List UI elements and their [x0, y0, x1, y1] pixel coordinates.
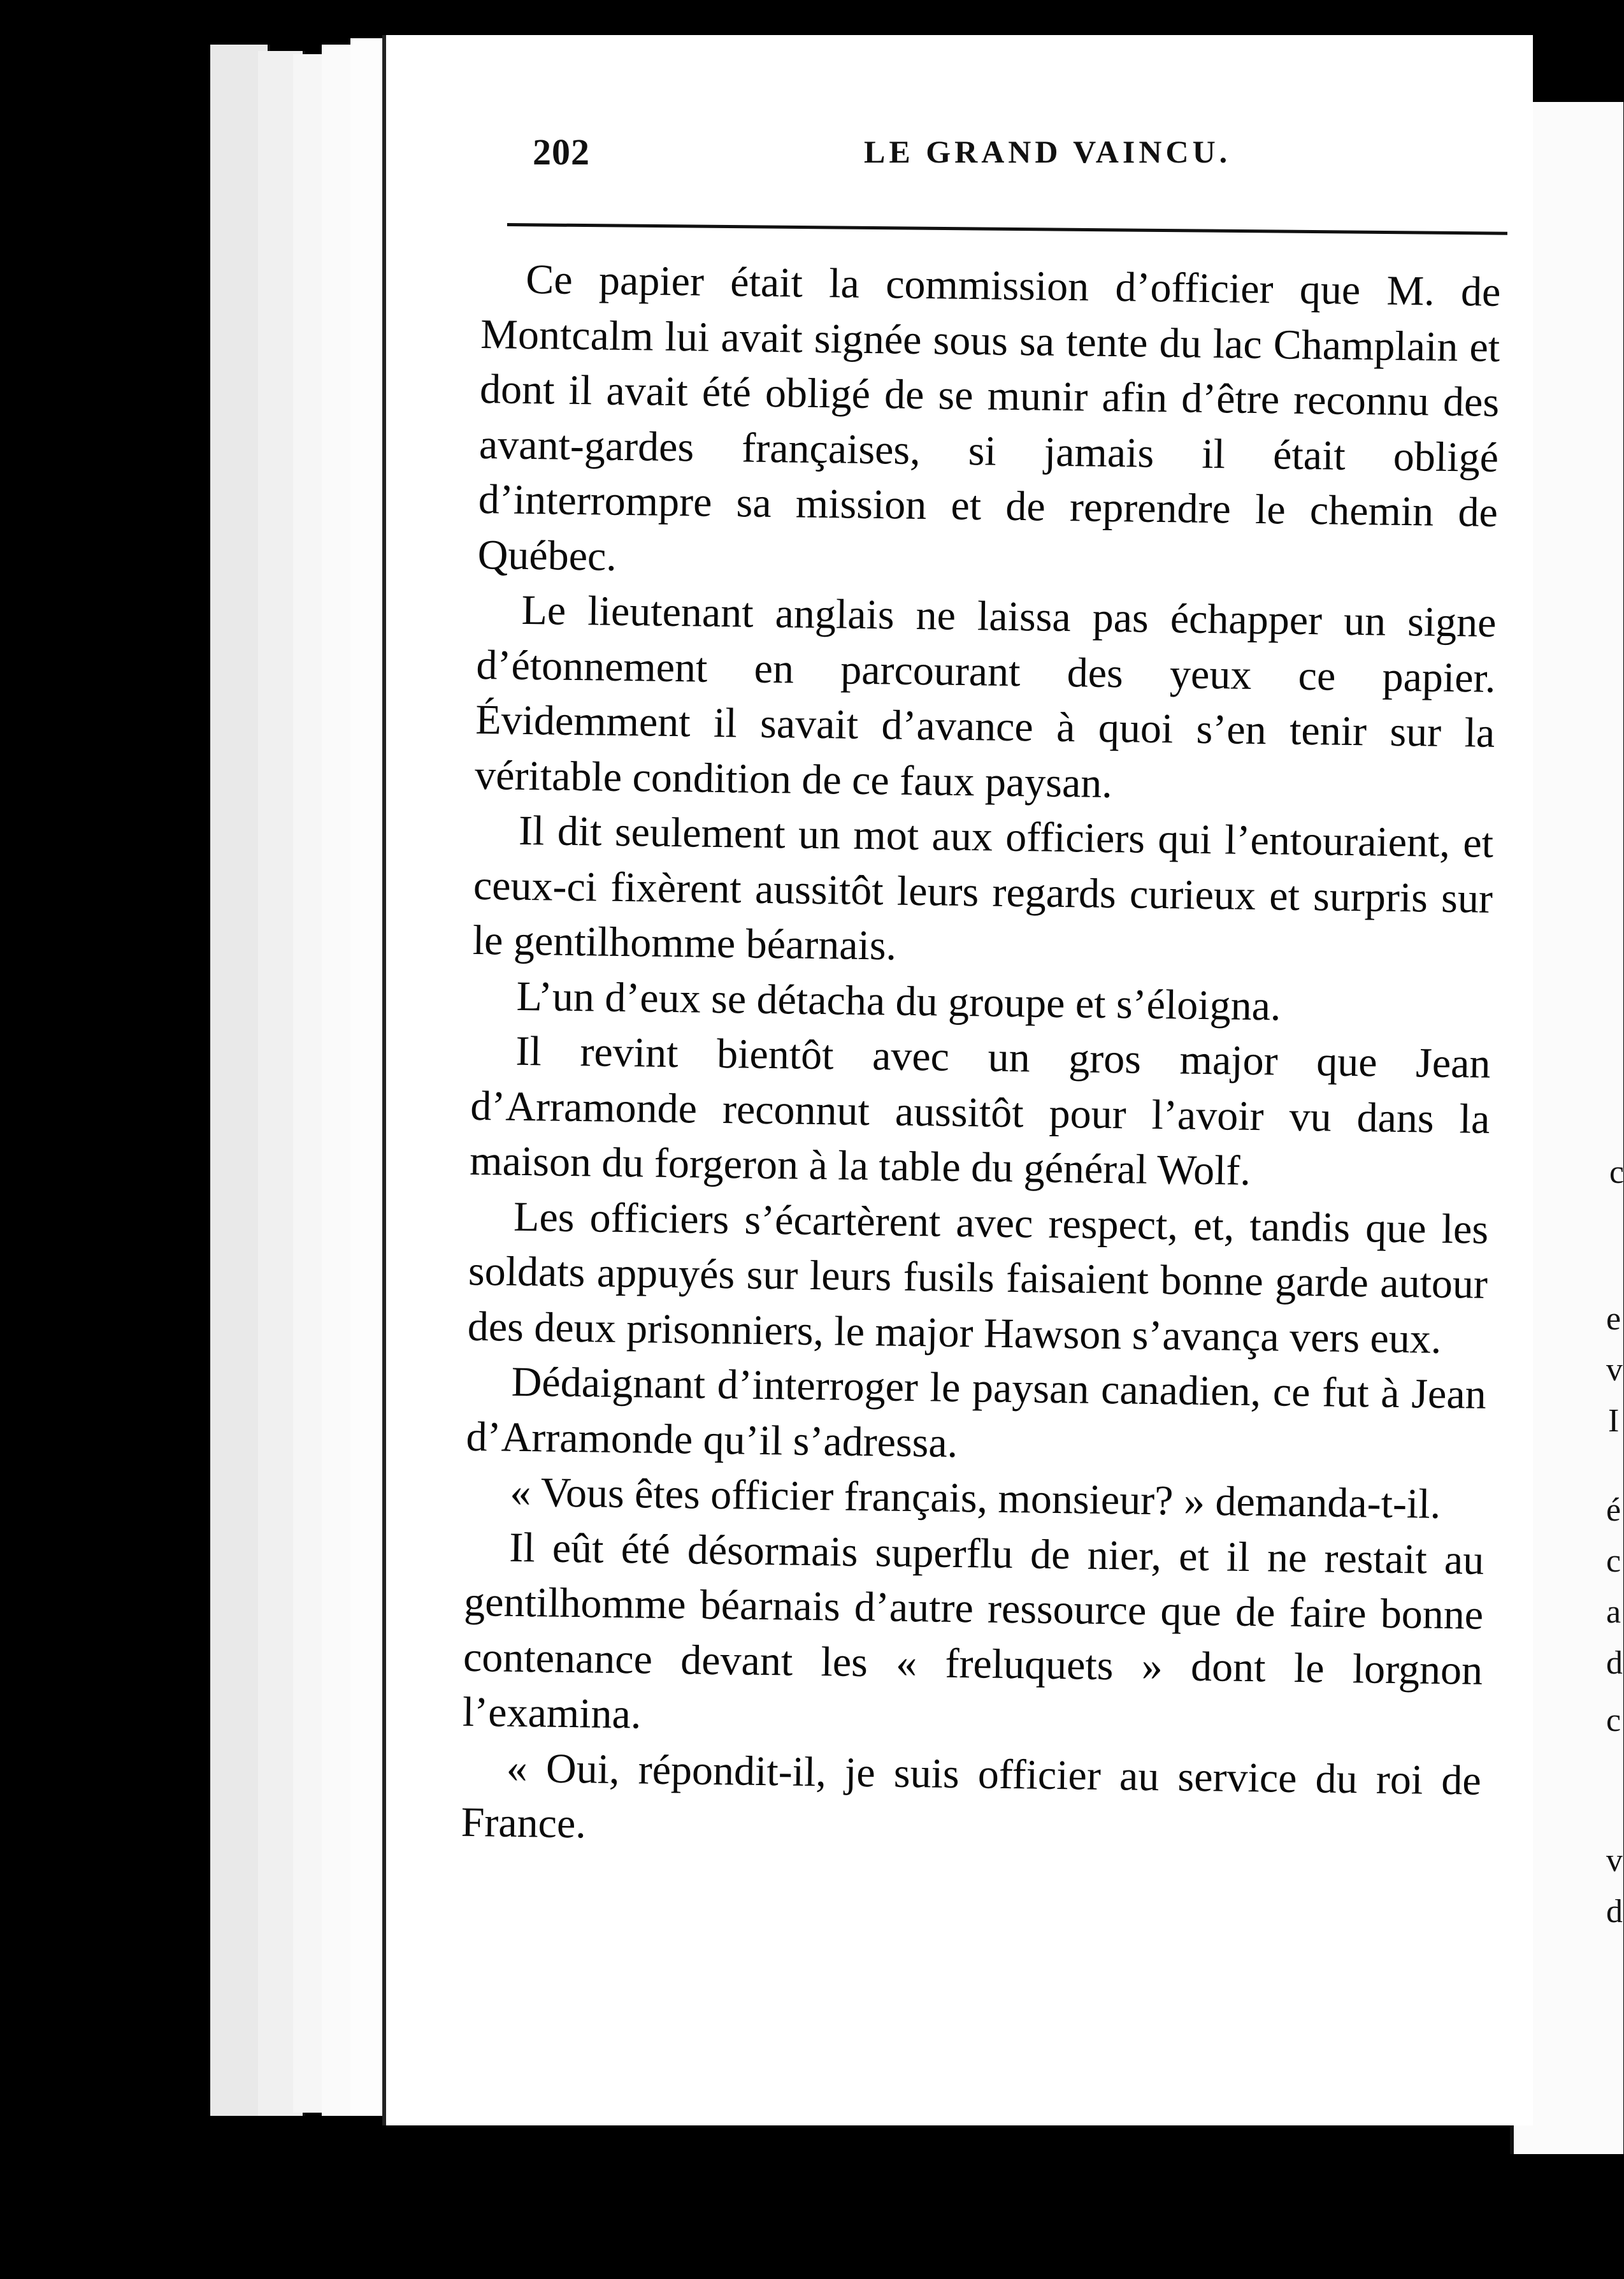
- facing-page-fragment: é: [1606, 1492, 1621, 1528]
- facing-page-fragment: a: [1606, 1594, 1621, 1630]
- facing-page-fragment: c: [1606, 1543, 1621, 1579]
- header-rule: [507, 223, 1507, 235]
- paragraph: Le lieutenant anglais ne laissa pas échapper un signe d’étonnement en parcourant des yeux ce papier. Évidemment il savait d’avance à quoi s’en tenir sur la véritable condition de ce faux paysan.: [474, 586, 1497, 807]
- paragraph: Il dit seulement un mot aux officiers qui l’entouraient, et ceux-ci fixèrent aussitôt leurs regards curieux et surpris sur le gentilhomme béarnais.: [472, 807, 1494, 969]
- paragraph: Les officiers s’écartèrent avec respect, et, tandis que les soldats appuyés sur leurs fusils faisaient bonne garde autour des deux prisonniers, le major Hawson s’avança vers eux.: [467, 1193, 1489, 1363]
- paragraph: L’un d’eux se détacha du groupe et s’éloigna.: [516, 973, 1281, 1030]
- paragraph: Ce papier était la commission d’officier que M. de Montcalm lui avait signée sous sa tente du lac Champlain et dont il avait été obligé de se munir afin d’être reconnu des avant-gardes françaises, si jamais il était obligé d’interrompre sa mission et de reprendre le chemin de Québec.: [477, 256, 1501, 580]
- facing-page-fragment: c: [1606, 1702, 1621, 1739]
- paragraph: Il eût été désormais superflu de nier, et il ne restait au gentilhomme béarnais d’autre ressource que de faire bonne contenance devant les « freluquets » dont le lorgnon l’examina.: [462, 1524, 1484, 1738]
- running-title: LE GRAND VAINCU.: [864, 134, 1232, 170]
- body-text: [461, 252, 1501, 1863]
- paragraph: Il revint bientôt avec un gros major que Jean d’Arramonde reconnut aussitôt pour l’avoir vu dans la maison du forgeron à la table du général Wolf.: [469, 1027, 1491, 1194]
- facing-page-fragment: I: [1608, 1403, 1620, 1439]
- page-header: [533, 131, 1444, 182]
- facing-page-fragment: d: [1606, 1645, 1623, 1681]
- facing-page-fragment: e: [1606, 1301, 1621, 1337]
- page-number: 202: [533, 131, 590, 173]
- paragraph: Dédaignant d’interroger le paysan canadien, ce fut à Jean d’Arramonde qu’il s’adressa.: [466, 1358, 1487, 1466]
- facing-page-fragment: v: [1606, 1352, 1623, 1388]
- book-page: [382, 35, 1533, 2125]
- facing-page-fragment: d: [1606, 1893, 1623, 1930]
- facing-page-fragment: v: [1606, 1842, 1623, 1879]
- facing-page-fragment: c: [1609, 1154, 1624, 1190]
- paragraph: « Oui, répondit-il, je suis officier au service du roi de France.: [461, 1744, 1482, 1848]
- paragraph: « Vous êtes officier français, monsieur? » demanda-t-il.: [510, 1468, 1441, 1528]
